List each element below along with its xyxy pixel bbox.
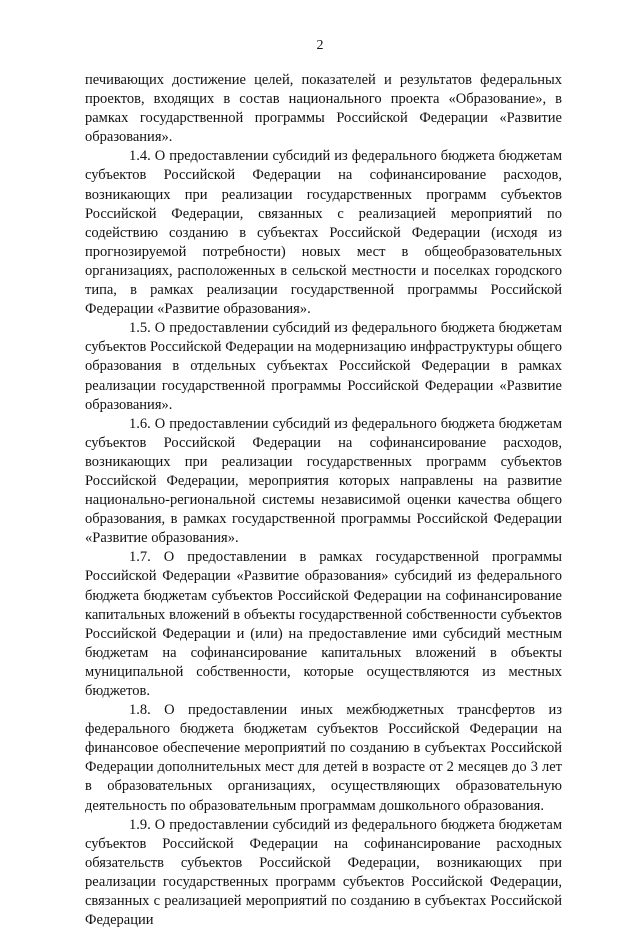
paragraph-1-5: 1.5. О предоставлении субсидий из федерального бюджета бюджетам субъектов Российской Федерации на модернизацию инфраструктуры общего образования в отдельных субъектах Российской Федерации в рамках реализации государственной программы Российской Федерации «Развитие образования».	[85, 320, 562, 413]
paragraph-1-9: 1.9. О предоставлении субсидий из федерального бюджета бюджетам субъектов Российской Федерации на софинансирование расходных обязательств субъектов Российской Федерации, возникающих при реализации государственных программ субъектов Российской Федерации, связанных с реализацией мероприятий по созданию в субъектах Российской Федерации	[85, 816, 562, 929]
paragraph-1-4: 1.4. О предоставлении субсидий из федерального бюджета бюджетам субъектов Российской Федерации на софинансирование расходов, возникающих при реализации государственных программ субъектов Российской Федерации, связанных с реализацией мероприятий по содействию созданию в субъектах Российской Федерации (исходя из прогнозируемой потребности) новых мест в общеобразовательных организациях, расположенных в сельской местности и поселках городского типа, в рамках реализации государственной программы Российской Федерации «Развитие образования».	[85, 148, 562, 318]
paragraph-1-6: 1.6. О предоставлении субсидий из федерального бюджета бюджетам субъектов Российской Федерации на софинансирование расходов, возникающих при реализации государственных программ субъектов Российской Федерации, мероприятия которых направлены на развитие национально-региональной системы независимой оценки качества общего образования, в рамках государственной программы Российской Федерации «Развитие образования».	[85, 415, 562, 547]
paragraph-1-8: 1.8. О предоставлении иных межбюджетных трансфертов из федерального бюджета бюджетам субъектов Российской Федерации на финансовое обеспечение мероприятий по созданию в субъектах Российской Федерации дополнительных мест для детей в возрасте от 2 месяцев до 3 лет в образовательных организациях, осуществляющих образовательную деятельность по образовательным программам дошкольного образования.	[85, 702, 562, 814]
document-body	[85, 71, 562, 930]
paragraph-continuation: печивающих достижение целей, показателей и результатов федеральных проектов, входящих в состав национального проекта «Образование», в рамках государственной программы Российской Федерации «Развитие образования».	[85, 72, 562, 146]
paragraph-1-7: 1.7. О предоставлении в рамках государственной программы Российской Федерации «Развитие образования» субсидий из федерального бюджета бюджетам субъектов Российской Федерации на софинансирование капитальных вложений в объекты государственной собственности субъектов Российской Федерации и (или) на предоставление ими субсидий местным бюджетам на софинансирование капитальных вложений в объекты муниципальной собственности, которые осуществляются из местных бюджетов.	[85, 549, 562, 699]
page-number: 2	[316, 38, 324, 53]
